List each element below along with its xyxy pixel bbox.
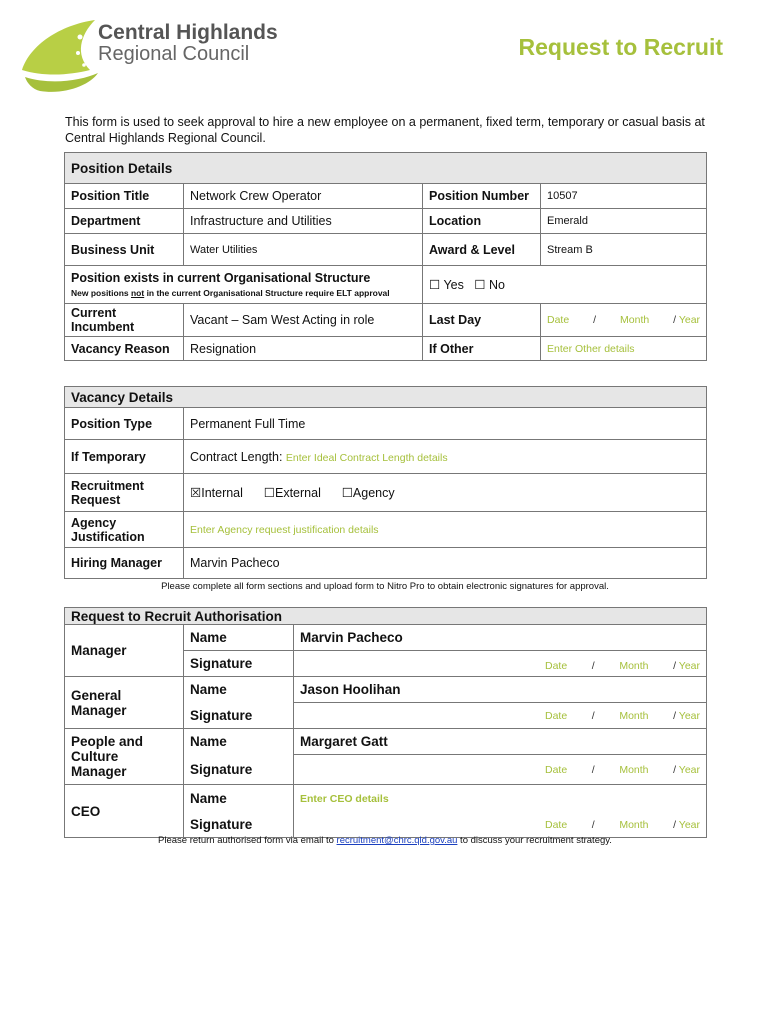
business-unit-field[interactable]: Water Utilities (184, 234, 423, 266)
manager-name-field[interactable]: Marvin Pacheco (294, 625, 707, 651)
department-label: Department (65, 209, 184, 234)
position-details-table (64, 152, 707, 361)
date-placeholder: Date (545, 709, 568, 722)
recruitment-request-label: Recruitment Request (65, 474, 184, 512)
slash: / (673, 709, 677, 722)
role-people-culture-manager: People and Culture Manager (65, 729, 184, 785)
note-text: Please return authorised form via email to (158, 835, 337, 846)
year-placeholder: Year (678, 659, 700, 672)
slash: / (591, 709, 595, 722)
slash: / (593, 314, 597, 326)
slash: / (673, 818, 677, 831)
org-name-line1: Central Highlands (98, 21, 278, 44)
year-placeholder: Year (678, 763, 700, 776)
document-title: Request to Recruit (518, 34, 723, 60)
agency-label: Agency (352, 486, 395, 500)
incumbent-label: Current Incumbent (65, 304, 184, 337)
pc-name-field[interactable]: Margaret Gatt (294, 729, 707, 755)
email-link[interactable]: recruitment@chrc.qld.gov.au (336, 835, 458, 846)
date-placeholder: Date (545, 818, 568, 831)
gm-signature-field[interactable] (294, 703, 707, 729)
business-unit-label: Business Unit (65, 234, 184, 266)
structure-label: Position exists in current Organisational Structure (71, 271, 371, 285)
agency-justification-label: Agency Justification (65, 512, 184, 548)
month-placeholder: Month (619, 659, 649, 672)
internal-label: Internal (201, 486, 243, 500)
name-label: Name (184, 625, 294, 651)
return-instruction-note (64, 835, 706, 846)
location-label: Location (423, 209, 541, 234)
manager-signature-field[interactable] (294, 651, 707, 677)
ceo-signature-field[interactable] (294, 813, 707, 838)
structure-cell (65, 266, 423, 304)
signature-label: Signature (184, 755, 294, 785)
no-checkbox[interactable]: ☐ (474, 278, 486, 292)
signature-label: Signature (184, 813, 294, 838)
slash: / (673, 763, 677, 776)
name-label: Name (184, 729, 294, 755)
org-name-line2: Regional Council (98, 43, 250, 65)
month-placeholder: Month (620, 314, 650, 326)
vacancy-reason-label: Vacancy Reason (65, 337, 184, 361)
vacancy-reason-field[interactable]: Resignation (184, 337, 423, 361)
position-number-field[interactable]: 10507 (541, 184, 707, 209)
role-ceo: CEO (65, 785, 184, 838)
slash: / (591, 818, 595, 831)
slash: / (591, 763, 595, 776)
recruitment-request-options (184, 474, 707, 512)
authorisation-table (64, 607, 707, 838)
agency-checkbox[interactable]: ☐ (341, 486, 353, 500)
contract-length-label: Contract Length: (190, 449, 283, 464)
council-logo (20, 15, 300, 95)
no-label: No (489, 278, 505, 292)
month-placeholder: Month (619, 709, 649, 722)
internal-checkbox[interactable]: ☒ (190, 486, 202, 500)
department-field[interactable]: Infrastructure and Utilities (184, 209, 423, 234)
incumbent-field[interactable]: Vacant – Sam West Acting in role (184, 304, 423, 337)
position-type-field[interactable]: Permanent Full Time (184, 408, 707, 440)
year-placeholder: Year (678, 818, 700, 831)
award-label: Award & Level (423, 234, 541, 266)
hiring-manager-label: Hiring Manager (65, 548, 184, 579)
slash: / (591, 659, 595, 672)
slash: / (673, 659, 677, 672)
date-placeholder: Date (545, 763, 568, 776)
signature-label: Signature (184, 651, 294, 677)
if-other-label: If Other (423, 337, 541, 361)
pc-signature-field[interactable] (294, 755, 707, 785)
contract-length-cell[interactable] (184, 440, 707, 474)
contract-length-field[interactable]: Enter Ideal Contract Length details (285, 451, 448, 464)
if-temporary-label: If Temporary (65, 440, 184, 474)
role-manager: Manager (65, 625, 184, 677)
section-heading: Vacancy Details (65, 387, 707, 408)
last-day-field[interactable] (541, 304, 707, 337)
role-general-manager: General Manager (65, 677, 184, 729)
ceo-name-field[interactable]: Enter CEO details (294, 785, 707, 813)
signature-label: Signature (184, 703, 294, 729)
award-field[interactable]: Stream B (541, 234, 707, 266)
gm-name-field[interactable]: Jason Hoolihan (294, 677, 707, 703)
intro-text: This form is used to seek approval to hire a new employee on a permanent, fixed term, temporary or casual basis at Central Highlands Regional Council. (65, 115, 705, 145)
month-placeholder: Month (619, 763, 649, 776)
date-placeholder: Date (547, 314, 570, 326)
section-heading: Request to Recruit Authorisation (65, 608, 707, 625)
month-placeholder: Month (619, 818, 649, 831)
structure-options (423, 266, 707, 304)
external-label: External (274, 486, 321, 500)
year-placeholder: Year (678, 314, 701, 326)
last-day-label: Last Day (423, 304, 541, 337)
name-label: Name (184, 677, 294, 703)
agency-justification-field[interactable]: Enter Agency request justification details (184, 512, 707, 548)
hiring-manager-field[interactable]: Marvin Pacheco (184, 548, 707, 579)
position-number-label: Position Number (423, 184, 541, 209)
external-checkbox[interactable]: ☐ (263, 486, 275, 500)
date-placeholder: Date (545, 659, 568, 672)
yes-label: Yes (443, 278, 464, 292)
position-title-label: Position Title (65, 184, 184, 209)
name-label: Name (184, 785, 294, 813)
yes-checkbox[interactable]: ☐ (429, 278, 441, 292)
vacancy-details-table (64, 386, 707, 579)
signature-instruction-note: Please complete all form sections and upload form to Nitro Pro to obtain electronic signatures for approval. (161, 581, 609, 592)
note-text: to discuss your recruitment strategy. (457, 835, 612, 846)
position-type-label: Position Type (65, 408, 184, 440)
section-heading: Position Details (65, 153, 707, 184)
slash: / (673, 314, 677, 326)
location-field[interactable]: Emerald (541, 209, 707, 234)
position-title-field[interactable]: Network Crew Operator (184, 184, 423, 209)
year-placeholder: Year (678, 709, 700, 722)
if-other-field[interactable]: Enter Other details (541, 337, 707, 361)
structure-note: New positions not in the current Organisational Structure require ELT approval (71, 288, 390, 298)
